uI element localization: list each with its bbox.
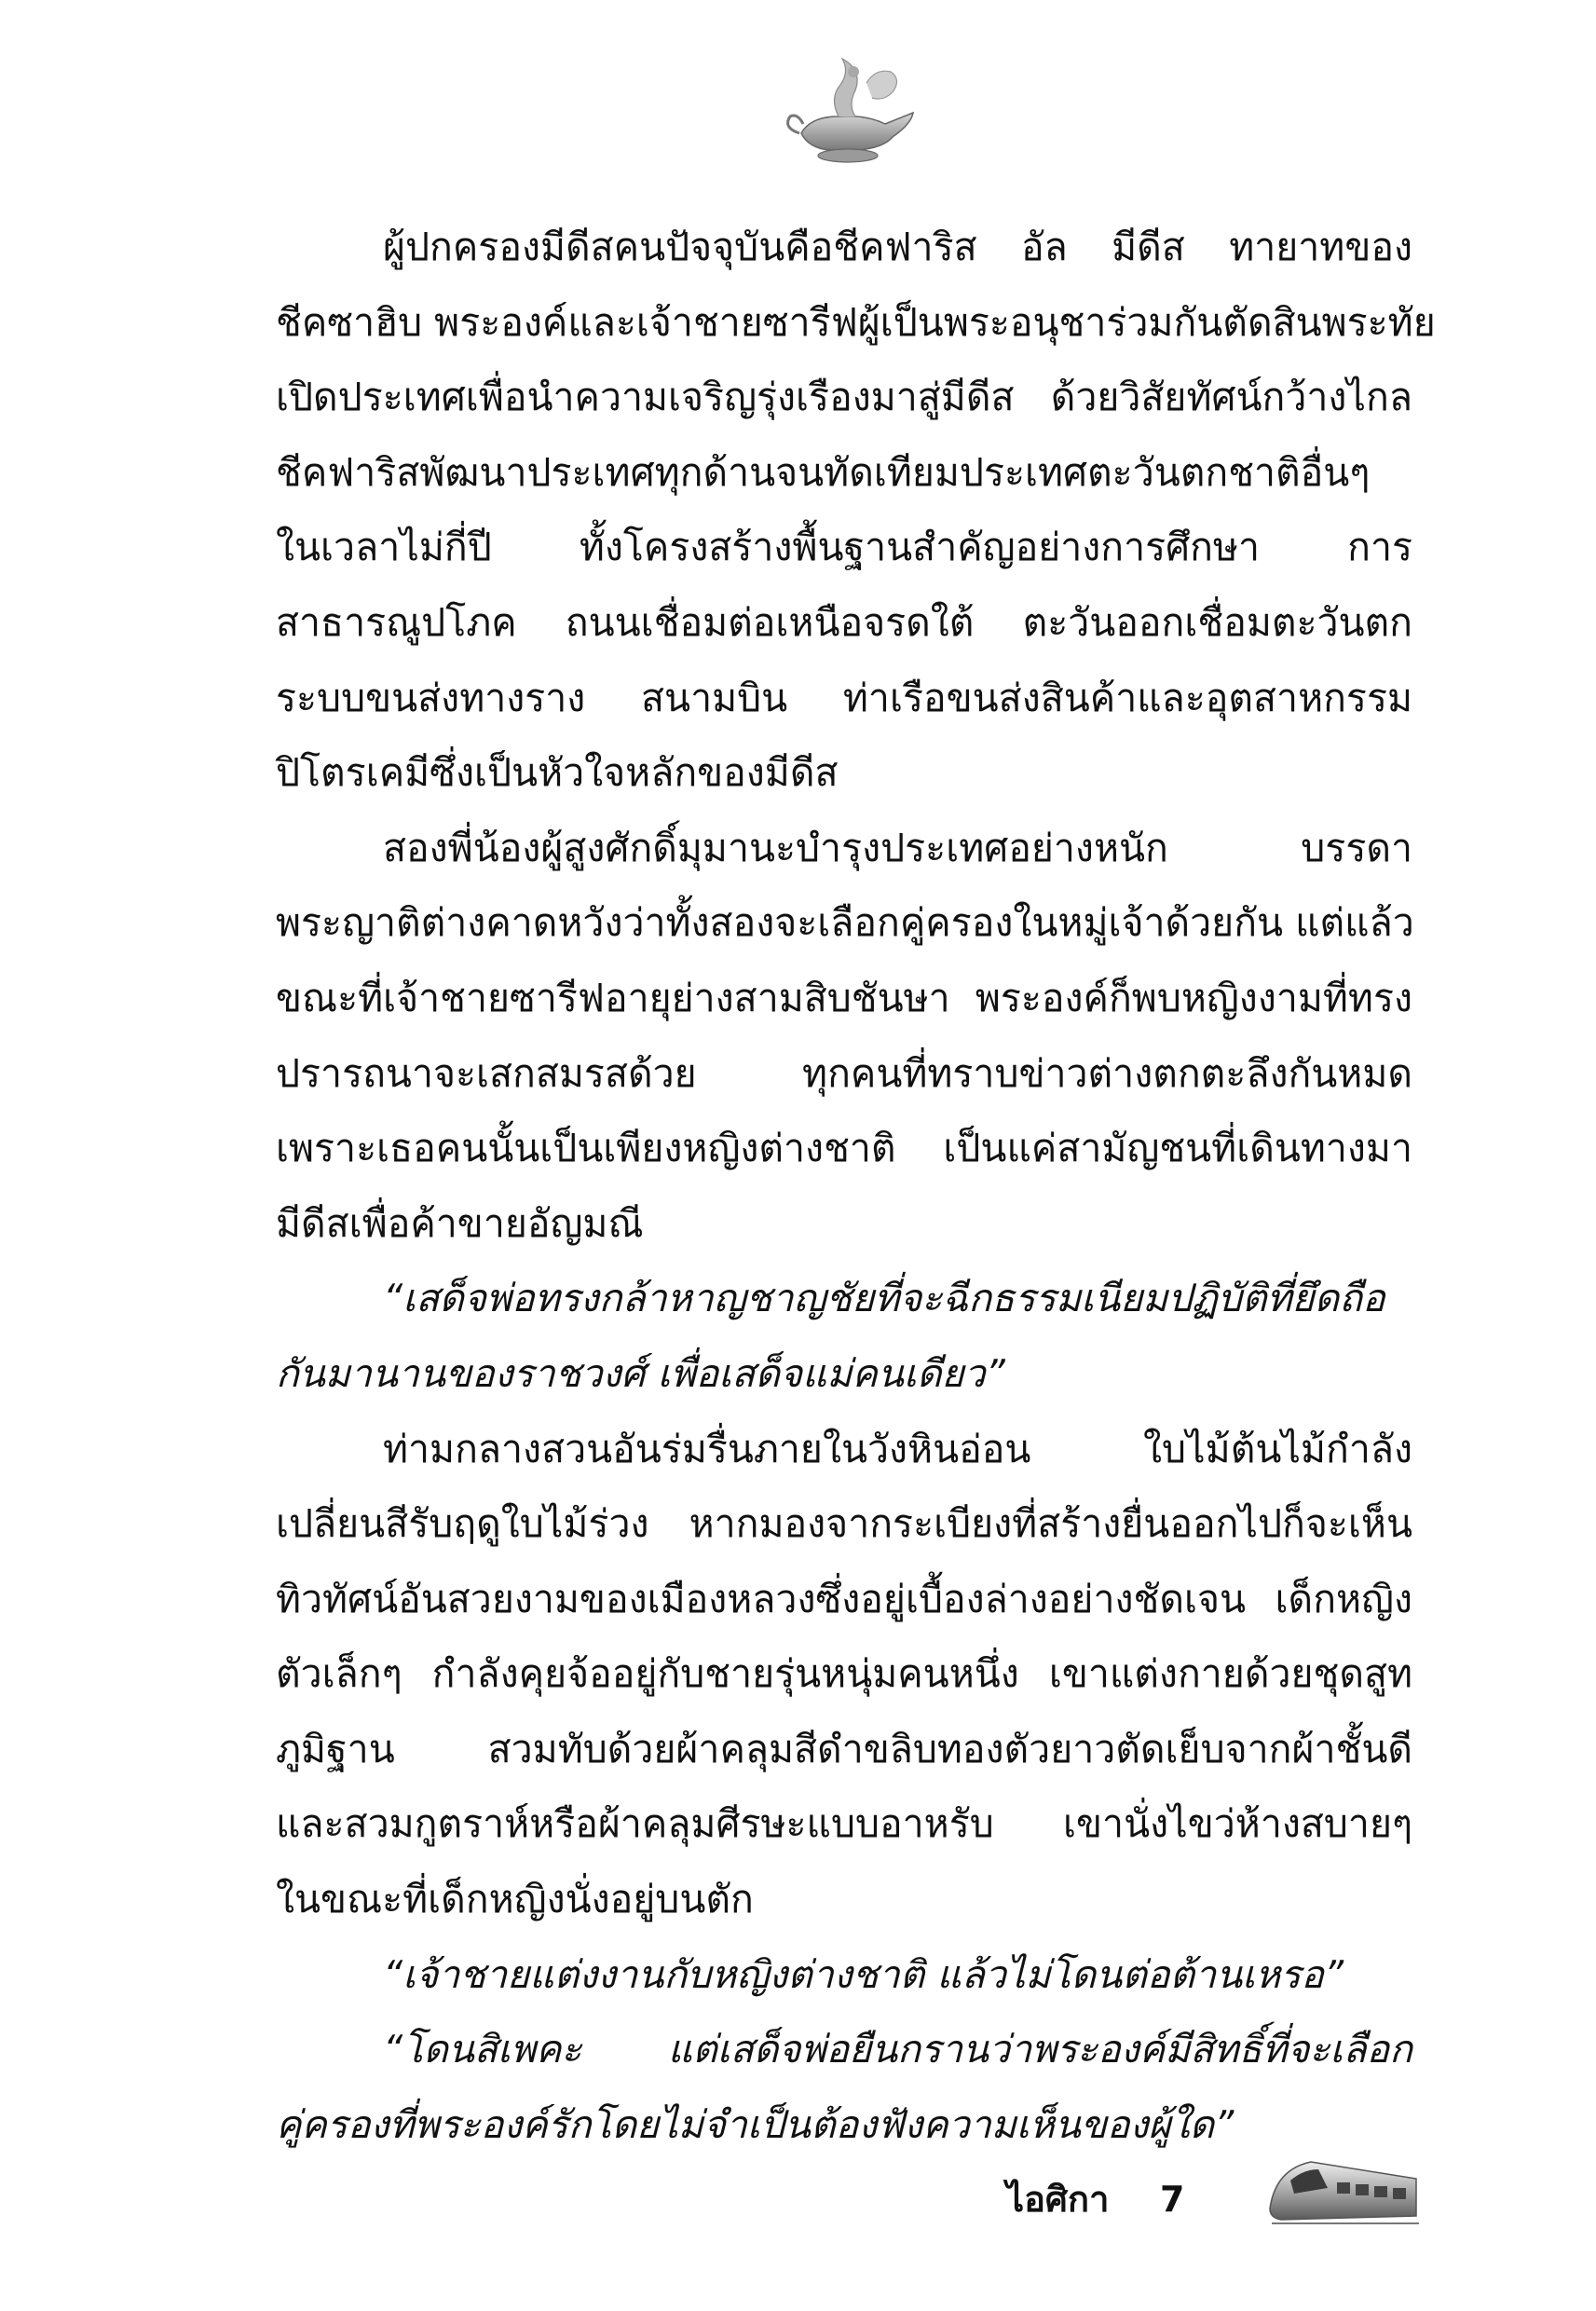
text-line: ระบบขนส่งทางราง สนามบิน ท่าเรือขนส่งสินค้าและอุตสาหกรรม bbox=[276, 675, 1412, 720]
train-icon bbox=[1262, 2143, 1421, 2232]
story-text bbox=[276, 210, 1436, 2162]
text-line: ภูมิฐาน สวมทับด้วยผ้าคลุมสีดำขลิบทองตัวยาวตัดเย็บจากผ้าชั้นดี bbox=[276, 1726, 1412, 1771]
text-line: เปลี่ยนสีรับฤดูใบไม้ร่วง หากมองจากระเบียงที่สร้างยื่นออกไปก็จะเห็น bbox=[276, 1501, 1412, 1547]
dialogue-line: “เจ้าชายแต่งงานกับหญิงต่างชาติ แล้วไม่โดนต่อต้านเหรอ” bbox=[383, 1951, 1344, 1997]
text-line: ตัวเล็กๆ กำลังคุยจ้ออยู่กับชายรุ่นหนุ่มคนหนึ่ง เขาแต่งกายด้วยชุดสูท bbox=[276, 1651, 1412, 1697]
page-footer bbox=[1006, 2171, 1239, 2227]
text-line: สาธารณูปโภค ถนนเชื่อมต่อเหนือจรดใต้ ตะวันออกเชื่อมตะวันตก bbox=[276, 599, 1412, 645]
text-line: ในขณะที่เด็กหญิงนั่งอยู่บนตัก bbox=[276, 1877, 754, 1922]
text-line: และสวมกูตราห์หรือผ้าคลุมศีรษะแบบอาหรับ เขานั่งไขว่ห้างสบายๆ bbox=[276, 1801, 1412, 1847]
dialogue-line: “โดนสิเพคะ แต่เสด็จพ่อยืนกรานว่าพระองค์มีสิทธิ์ที่จะเลือก bbox=[383, 2027, 1412, 2072]
text-line: ทิวทัศน์อันสวยงามของเมืองหลวงซึ่งอยู่เบื้องล่างอย่างชัดเจน เด็กหญิง bbox=[276, 1576, 1412, 1621]
text-line: ปรารถนาจะเสกสมรสด้วย ทุกคนที่ทราบข่าวต่างตกตะลึงกันหมด bbox=[276, 1050, 1412, 1096]
text-line: มีดีสเพื่อค้าขายอัญมณี bbox=[276, 1200, 644, 1246]
text-line: ปิโตรเคมีซึ่งเป็นหัวใจหลักของมีดีส bbox=[276, 750, 839, 796]
text-line: สองพี่น้องผู้สูงศักดิ์มุมานะบำรุงประเทศอย่างหนัก บรรดา bbox=[383, 825, 1412, 870]
text-line: ท่ามกลางสวนอันร่มรื่นภายในวังหินอ่อน ใบไม้ต้นไม้กำลัง bbox=[383, 1426, 1412, 1471]
book-title: ไอศิกา bbox=[1006, 2179, 1110, 2220]
text-line: เปิดประเทศเพื่อนำความเจริญรุ่งเรืองมาสู่มีดีส ด้วยวิสัยทัศน์กว้างไกล bbox=[276, 375, 1412, 420]
dialogue-line: “เสด็จพ่อทรงกล้าหาญชาญชัยที่จะฉีกธรรมเนียมปฏิบัติที่ยึดถือ bbox=[383, 1276, 1385, 1321]
text-line: ผู้ปกครองมีดีสคนปัจจุบันคือชีคฟาริส อัล มีดีส ทายาทของ bbox=[383, 225, 1412, 269]
text-line: ชีคซาฮิบ พระองค์และเจ้าชายซารีฟผู้เป็นพระอนุชาร่วมกันตัดสินพระทัย bbox=[276, 299, 1436, 345]
genie-lamp-icon bbox=[773, 51, 922, 172]
text-line: ชีคฟาริสพัฒนาประเทศทุกด้านจนทัดเทียมประเทศตะวันตกชาติอื่นๆ bbox=[276, 449, 1371, 495]
text-line: ขณะที่เจ้าชายซารีฟอายุย่างสามสิบชันษา พระองค์ก็พบหญิงงามที่ทรง bbox=[276, 975, 1412, 1020]
text-line: พระญาติต่างคาดหวังว่าทั้งสองจะเลือกคู่ครองในหมู่เจ้าด้วยกัน แต่แล้ว bbox=[276, 900, 1414, 946]
text-line: ในเวลาไม่กี่ปี ทั้งโครงสร้างพื้นฐานสำคัญอย่างการศึกษา การ bbox=[276, 525, 1412, 570]
page-number: 7 bbox=[1160, 2179, 1185, 2220]
dialogue-line: กันมานานของราชวงศ์ เพื่อเสด็จแม่คนเดียว” bbox=[276, 1350, 1005, 1396]
dialogue-line: คู่ครองที่พระองค์รักโดยไม่จำเป็นต้องฟังความเห็นของผู้ใด” bbox=[276, 2101, 1235, 2147]
text-line: เพราะเธอคนนั้นเป็นเพียงหญิงต่างชาติ เป็นแค่สามัญชนที่เดินทางมา bbox=[276, 1126, 1412, 1171]
